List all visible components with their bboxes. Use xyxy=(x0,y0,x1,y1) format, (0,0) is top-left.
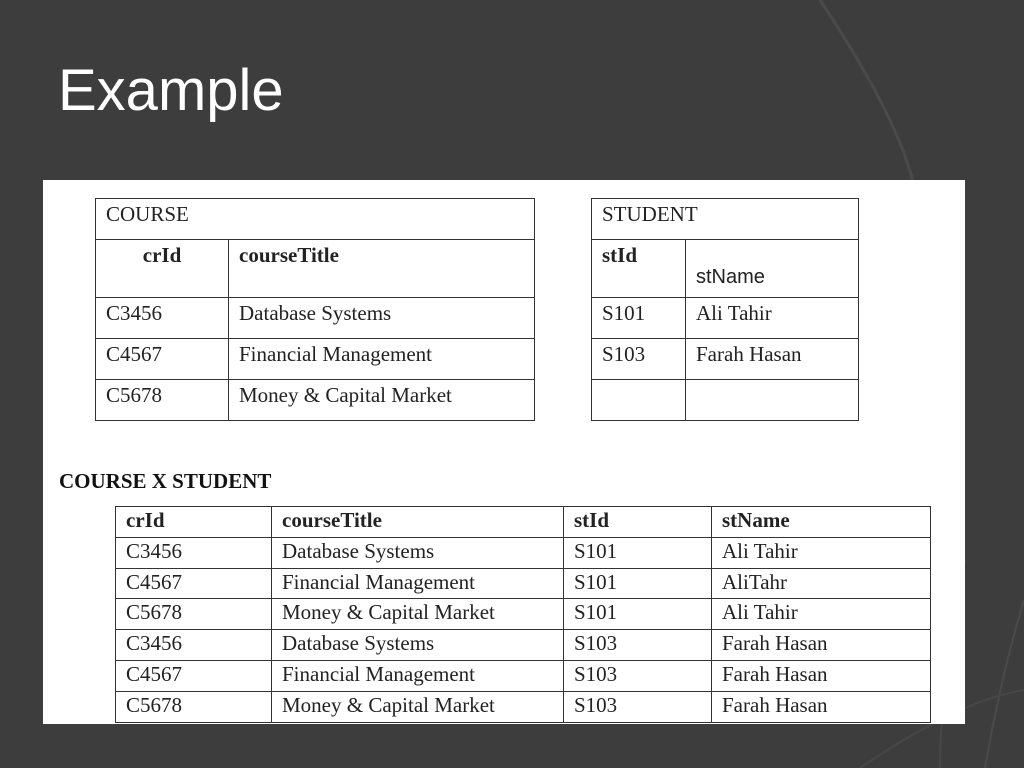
student-table xyxy=(591,198,859,421)
table-cell: Ali Tahir xyxy=(712,599,931,630)
product-header-stname: stName xyxy=(712,507,931,538)
table-cell: Ali Tahir xyxy=(712,537,931,568)
table-cell: S101 xyxy=(564,599,712,630)
table-cell: C5678 xyxy=(96,380,229,421)
table-cell: S103 xyxy=(564,691,712,722)
table-row xyxy=(592,298,859,339)
table-cell: C5678 xyxy=(116,691,272,722)
table-cell: C5678 xyxy=(116,599,272,630)
table-row xyxy=(116,599,931,630)
table-cell: C3456 xyxy=(116,537,272,568)
table-row xyxy=(116,691,931,722)
table-cell: Financial Management xyxy=(272,568,564,599)
table-row xyxy=(116,660,931,691)
table-cell: Money & Capital Market xyxy=(229,380,535,421)
course-header-crid: crId xyxy=(96,240,229,298)
table-cell: S103 xyxy=(564,630,712,661)
table-row xyxy=(592,339,859,380)
table-cell: Ali Tahir xyxy=(686,298,859,339)
table-cell: Farah Hasan xyxy=(686,339,859,380)
table-header-row xyxy=(116,507,931,538)
table-row xyxy=(116,568,931,599)
student-header-stname: stName xyxy=(686,240,859,298)
slide-title: Example xyxy=(58,58,284,123)
table-row xyxy=(96,380,535,421)
table-cell: Database Systems xyxy=(272,537,564,568)
table-cell: Financial Management xyxy=(272,660,564,691)
table-row xyxy=(116,537,931,568)
table-cell: Farah Hasan xyxy=(712,660,931,691)
course-header-coursetitle: courseTitle xyxy=(229,240,535,298)
product-header-stid: stId xyxy=(564,507,712,538)
table-cell: S101 xyxy=(564,568,712,599)
table-cell: Financial Management xyxy=(229,339,535,380)
table-cell: S101 xyxy=(592,298,686,339)
course-table-caption: COURSE xyxy=(96,199,535,240)
table-cell: C4567 xyxy=(116,660,272,691)
product-header-crid: crId xyxy=(116,507,272,538)
student-table-caption: STUDENT xyxy=(592,199,859,240)
table-cell: Farah Hasan xyxy=(712,691,931,722)
table-row xyxy=(96,339,535,380)
content-panel xyxy=(43,180,965,724)
table-cell: Database Systems xyxy=(229,298,535,339)
table-cell: AliTahr xyxy=(712,568,931,599)
table-cell: C4567 xyxy=(96,339,229,380)
table-cell xyxy=(592,380,686,421)
table-cell: S103 xyxy=(564,660,712,691)
table-cell: C3456 xyxy=(116,630,272,661)
table-row xyxy=(592,380,859,421)
product-table xyxy=(115,506,931,723)
product-header-coursetitle: courseTitle xyxy=(272,507,564,538)
course-table xyxy=(95,198,535,421)
table-cell xyxy=(686,380,859,421)
table-cell: S103 xyxy=(592,339,686,380)
table-row xyxy=(116,630,931,661)
table-cell: Database Systems xyxy=(272,630,564,661)
table-cell: Money & Capital Market xyxy=(272,599,564,630)
table-cell: C3456 xyxy=(96,298,229,339)
table-cell: S101 xyxy=(564,537,712,568)
table-cell: Money & Capital Market xyxy=(272,691,564,722)
table-cell: Farah Hasan xyxy=(712,630,931,661)
student-header-stid: stId xyxy=(592,240,686,298)
table-row xyxy=(96,298,535,339)
product-table-title: COURSE X STUDENT xyxy=(59,469,272,493)
table-cell: C4567 xyxy=(116,568,272,599)
